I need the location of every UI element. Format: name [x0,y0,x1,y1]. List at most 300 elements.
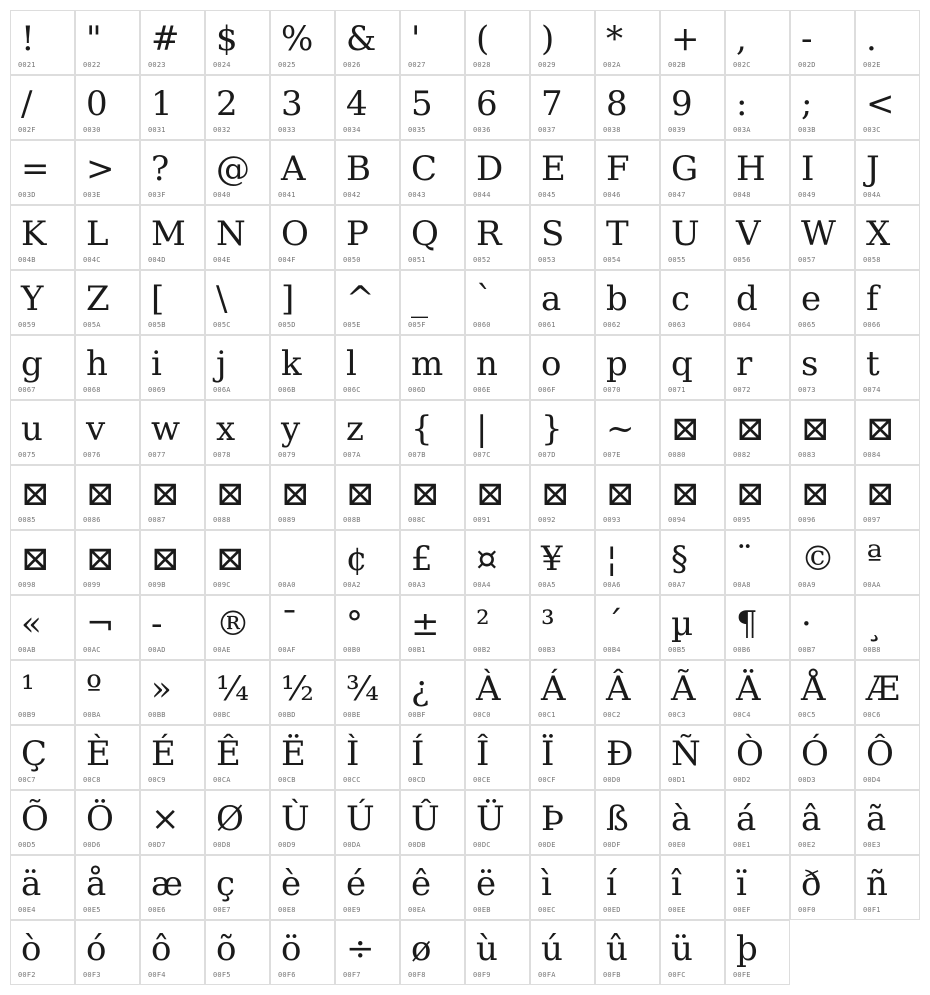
glyph-character: ¬ [86,604,115,644]
glyph-cell [335,335,400,400]
glyph-codepoint: 0031 [148,126,166,134]
glyph-cell [725,465,790,530]
glyph-character: â [801,799,822,839]
glyph-cell [660,75,725,140]
glyph-codepoint: 0067 [18,386,36,394]
glyph-codepoint: 00A7 [668,581,686,589]
glyph-character: É [151,734,176,774]
glyph-character: Ø [216,799,244,839]
glyph-cell [10,205,75,270]
glyph-character: + [671,19,700,59]
glyph-character: W [801,214,836,254]
glyph-cell [725,400,790,465]
glyph-codepoint: 0034 [343,126,361,134]
glyph-codepoint: 00F2 [18,971,36,979]
glyph-codepoint: 00E6 [148,906,166,914]
glyph-codepoint: 00B4 [603,646,621,654]
glyph-cell [530,10,595,75]
glyph-character: 8 [606,84,628,124]
glyph-character: e [801,279,822,319]
glyph-codepoint: 00DA [343,841,361,849]
glyph-cell [725,205,790,270]
glyph-cell [725,790,790,855]
glyph-character: ¿ [411,669,430,709]
glyph-codepoint: 00C1 [538,711,556,719]
glyph-codepoint: 0095 [733,516,751,524]
glyph-cell [205,10,270,75]
glyph-cell [595,855,660,920]
glyph-character: I [801,149,815,189]
glyph-cell [270,270,335,335]
glyph-cell [790,725,855,790]
glyph-character: @ [216,149,250,189]
glyph-codepoint: 0080 [668,451,686,459]
glyph-character: Æ [866,669,901,709]
glyph-cell [335,920,400,985]
glyph-codepoint: 00AB [18,646,36,654]
glyph-codepoint: 006E [473,386,491,394]
glyph-cell [10,920,75,985]
glyph-cell [725,855,790,920]
glyph-cell [10,465,75,530]
glyph-cell [595,920,660,985]
glyph-character: S [541,214,565,254]
glyph-character: [ [151,279,165,319]
glyph-character: m [411,344,444,384]
glyph-character: ñ [866,864,888,904]
glyph-codepoint: 0089 [278,516,296,524]
glyph-codepoint: 00B8 [863,646,881,654]
glyph-character: v [86,409,106,449]
glyph-codepoint: 002D [798,61,816,69]
glyph-codepoint: 008C [408,516,426,524]
glyph-codepoint: 0030 [83,126,101,134]
glyph-codepoint: 0059 [18,321,36,329]
glyph-character: 1 [151,84,173,124]
glyph-cell [400,400,465,465]
glyph-cell [725,75,790,140]
glyph-character: ¤ [476,539,498,579]
glyph-character: ! [21,19,35,59]
glyph-codepoint: 0084 [863,451,881,459]
glyph-codepoint: 004A [863,191,881,199]
glyph-codepoint: 005E [343,321,361,329]
glyph-codepoint: 00DC [473,841,491,849]
glyph-cell [75,530,140,595]
glyph-codepoint: 0041 [278,191,296,199]
glyph-cell [530,855,595,920]
glyph-character: f [866,279,879,319]
glyph-cell [335,790,400,855]
glyph-cell [140,205,205,270]
glyph-character: ¦ [606,539,618,579]
glyph-character: Å [801,669,826,709]
glyph-codepoint: 00F3 [83,971,101,979]
glyph-character: ^ [346,279,375,319]
glyph-character: Ç [21,734,48,774]
glyph-cell [530,335,595,400]
glyph-codepoint: 004F [278,256,296,264]
glyph-codepoint: 0086 [83,516,101,524]
glyph-character: ï [736,864,747,904]
glyph-codepoint: 0074 [863,386,881,394]
glyph-cell [270,855,335,920]
glyph-cell [75,725,140,790]
glyph-cell [660,595,725,660]
glyph-cell [400,270,465,335]
glyph-character: ' [411,19,421,59]
glyph-cell [335,530,400,595]
glyph-cell [530,530,595,595]
glyph-character: p [606,344,628,384]
glyph-character: < [866,84,895,124]
glyph-cell [75,205,140,270]
glyph-character: E [541,149,566,189]
glyph-character: í [606,864,617,904]
glyph-character: Z [86,279,110,319]
glyph-cell [10,10,75,75]
glyph-character: ç [216,864,236,904]
glyph-cell [140,10,205,75]
glyph-character: ⊠ [736,409,765,449]
glyph-cell [595,205,660,270]
glyph-character: P [346,214,369,254]
glyph-character: ø [411,929,432,969]
glyph-character: Ñ [671,734,701,774]
glyph-cell [660,660,725,725]
glyph-character: ` [476,279,493,319]
glyph-cell [205,660,270,725]
glyph-codepoint: 00C2 [603,711,621,719]
glyph-codepoint: 00E0 [668,841,686,849]
glyph-character: ¥ [541,539,563,579]
glyph-character: ⊠ [86,474,115,514]
glyph-cell [335,725,400,790]
glyph-codepoint: 00D8 [213,841,231,849]
glyph-character: w [151,409,181,449]
glyph-character: Ù [281,799,310,839]
glyph-cell [725,335,790,400]
glyph-codepoint: 0050 [343,256,361,264]
glyph-cell [595,530,660,595]
glyph-cell [465,75,530,140]
glyph-codepoint: 0032 [213,126,231,134]
glyph-cell [790,205,855,270]
glyph-character: Ã [671,669,696,709]
glyph-character: N [216,214,246,254]
glyph-cell [400,75,465,140]
glyph-character: ´ [606,604,623,644]
glyph-character: × [151,799,180,839]
glyph-codepoint: 00BE [343,711,361,719]
glyph-codepoint: 0065 [798,321,816,329]
glyph-cell [530,790,595,855]
glyph-cell [400,660,465,725]
glyph-character: b [606,279,628,319]
glyph-codepoint: 00EA [408,906,426,914]
glyph-codepoint: 004E [213,256,231,264]
glyph-cell [400,465,465,530]
glyph-character: # [151,19,180,59]
glyph-codepoint: 0052 [473,256,491,264]
glyph-codepoint: 0069 [148,386,166,394]
glyph-character: _ [411,279,428,319]
glyph-codepoint: 007E [603,451,621,459]
glyph-cell [465,920,530,985]
glyph-codepoint: 005A [83,321,101,329]
glyph-character: î [671,864,682,904]
glyph-cell [205,920,270,985]
glyph-character: è [281,864,302,904]
glyph-cell [140,790,205,855]
glyph-character: ¨ [736,539,753,579]
glyph-codepoint: 0023 [148,61,166,69]
glyph-character: . [866,19,877,59]
glyph-codepoint: 006B [278,386,296,394]
glyph-codepoint: 00EB [473,906,491,914]
glyph-character: © [801,539,835,579]
glyph-character: s [801,344,819,384]
glyph-character: Ö [86,799,114,839]
glyph-cell [270,725,335,790]
glyph-codepoint: 0098 [18,581,36,589]
glyph-character: R [476,214,502,254]
glyph-codepoint: 0043 [408,191,426,199]
glyph-codepoint: 00F0 [798,906,816,914]
glyph-character: ò [21,929,42,969]
glyph-cell [140,530,205,595]
glyph-character: 0 [86,84,108,124]
glyph-cell [335,660,400,725]
glyph-character: á [736,799,757,839]
glyph-codepoint: 00E3 [863,841,881,849]
glyph-character: ⊠ [151,474,180,514]
glyph-character: c [671,279,691,319]
glyph-cell [270,10,335,75]
glyph-codepoint: 00BA [83,711,101,719]
glyph-cell [270,790,335,855]
glyph-cell [660,855,725,920]
glyph-codepoint: 00E5 [83,906,101,914]
glyph-cell [530,270,595,335]
glyph-character: Ð [606,734,634,774]
glyph-cell [855,465,920,530]
glyph-character: ¾ [346,669,379,709]
glyph-character: ⊠ [801,474,830,514]
glyph-codepoint: 007C [473,451,491,459]
glyph-character: : [736,84,748,124]
glyph-codepoint: 00C0 [473,711,491,719]
glyph-character: T [606,214,629,254]
glyph-cell [400,790,465,855]
glyph-character: ⊠ [541,474,570,514]
glyph-codepoint: 00CC [343,776,361,784]
glyph-codepoint: 0049 [798,191,816,199]
glyph-character: ⊠ [866,474,895,514]
glyph-character: ⊠ [866,409,895,449]
glyph-character: ³ [541,604,555,644]
glyph-cell [205,205,270,270]
glyph-character: q [671,344,693,384]
glyph-codepoint: 003A [733,126,751,134]
glyph-cell [660,400,725,465]
glyph-character: ª [866,539,883,579]
glyph-character: Ï [541,734,555,774]
glyph-cell [660,270,725,335]
glyph-codepoint: 00D0 [603,776,621,784]
glyph-cell [10,855,75,920]
glyph-cell [270,595,335,660]
glyph-codepoint: 005D [278,321,296,329]
glyph-codepoint: 0079 [278,451,296,459]
glyph-character: ⊠ [281,474,310,514]
glyph-cell [335,10,400,75]
glyph-character: z [346,409,364,449]
glyph-codepoint: 00F4 [148,971,166,979]
glyph-cell [530,660,595,725]
glyph-codepoint: 00BD [278,711,296,719]
glyph-cell [790,140,855,205]
glyph-codepoint: 00E4 [18,906,36,914]
glyph-codepoint: 0070 [603,386,621,394]
glyph-codepoint: 00FE [733,971,751,979]
glyph-cell [465,205,530,270]
glyph-cell [10,725,75,790]
glyph-codepoint: 0042 [343,191,361,199]
glyph-codepoint: 00B2 [473,646,491,654]
glyph-cell [465,465,530,530]
glyph-codepoint: 00AD [148,646,166,654]
glyph-character: ⊠ [671,474,700,514]
glyph-character: ² [476,604,490,644]
glyph-codepoint: 00EE [668,906,686,914]
glyph-codepoint: 0063 [668,321,686,329]
glyph-character: µ [671,604,694,644]
glyph-cell [205,855,270,920]
glyph-codepoint: 00AA [863,581,881,589]
glyph-character: ⊠ [671,409,700,449]
glyph-codepoint: 004C [83,256,101,264]
glyph-codepoint: 00CE [473,776,491,784]
glyph-codepoint: 0045 [538,191,556,199]
glyph-cell [595,75,660,140]
glyph-cell [400,140,465,205]
glyph-codepoint: 00F9 [473,971,491,979]
glyph-character: } [541,409,563,449]
glyph-codepoint: 00A4 [473,581,491,589]
glyph-codepoint: 00AE [213,646,231,654]
glyph-codepoint: 004B [18,256,36,264]
glyph-codepoint: 009C [213,581,231,589]
glyph-character: ¢ [346,539,368,579]
glyph-codepoint: 00C8 [83,776,101,784]
glyph-character: ⊠ [21,474,50,514]
glyph-cell [140,465,205,530]
glyph-codepoint: 0039 [668,126,686,134]
glyph-codepoint: 002C [733,61,751,69]
glyph-cell [595,270,660,335]
glyph-codepoint: 0076 [83,451,101,459]
glyph-codepoint: 003E [83,191,101,199]
glyph-cell [75,270,140,335]
glyph-cell [660,725,725,790]
glyph-character: ⊠ [216,539,245,579]
glyph-cell [140,725,205,790]
glyph-codepoint: 0044 [473,191,491,199]
glyph-codepoint: 00BF [408,711,426,719]
glyph-cell [335,465,400,530]
glyph-cell [10,790,75,855]
glyph-character: ß [606,799,629,839]
glyph-cell [205,75,270,140]
glyph-character: ⊠ [86,539,115,579]
glyph-cell [790,595,855,660]
glyph-cell [140,660,205,725]
glyph-character: ã [866,799,887,839]
glyph-cell [205,465,270,530]
glyph-character: Ò [736,734,764,774]
glyph-character: Y [21,279,44,319]
glyph-codepoint: 00BB [148,711,166,719]
glyph-cell [595,790,660,855]
glyph-cell [10,270,75,335]
glyph-cell [530,725,595,790]
glyph-codepoint: 004D [148,256,166,264]
glyph-codepoint: 00D1 [668,776,686,784]
glyph-codepoint: 002A [603,61,621,69]
glyph-cell [10,400,75,465]
glyph-character: ⊠ [606,474,635,514]
glyph-cell [465,335,530,400]
glyph-codepoint: 00D5 [18,841,36,849]
glyph-cell [855,595,920,660]
glyph-codepoint: 00F6 [278,971,296,979]
glyph-cell [335,75,400,140]
glyph-cell [855,335,920,400]
glyph-character: { [411,409,433,449]
glyph-cell [660,205,725,270]
glyph-cell [335,595,400,660]
glyph-cell [465,270,530,335]
glyph-character: " [86,19,102,59]
glyph-character: B [346,149,371,189]
glyph-cell [140,855,205,920]
glyph-cell [595,10,660,75]
glyph-character: / [21,84,33,124]
glyph-character: j [216,344,227,384]
glyph-character: È [86,734,111,774]
glyph-character: § [671,539,688,579]
glyph-cell [270,465,335,530]
glyph-codepoint: 0025 [278,61,296,69]
glyph-character: 2 [216,84,238,124]
glyph-cell [400,920,465,985]
glyph-cell [270,660,335,725]
glyph-character: ä [21,864,42,904]
glyph-character: ¼ [216,669,249,709]
glyph-codepoint: 00B6 [733,646,751,654]
glyph-cell [75,595,140,660]
glyph-character: ì [541,864,552,904]
glyph-character: * [606,19,623,59]
glyph-cell [725,270,790,335]
glyph-codepoint: 0078 [213,451,231,459]
glyph-cell [465,530,530,595]
glyph-cell [855,10,920,75]
glyph-cell [10,660,75,725]
glyph-cell [660,465,725,530]
glyph-codepoint: 0097 [863,516,881,524]
